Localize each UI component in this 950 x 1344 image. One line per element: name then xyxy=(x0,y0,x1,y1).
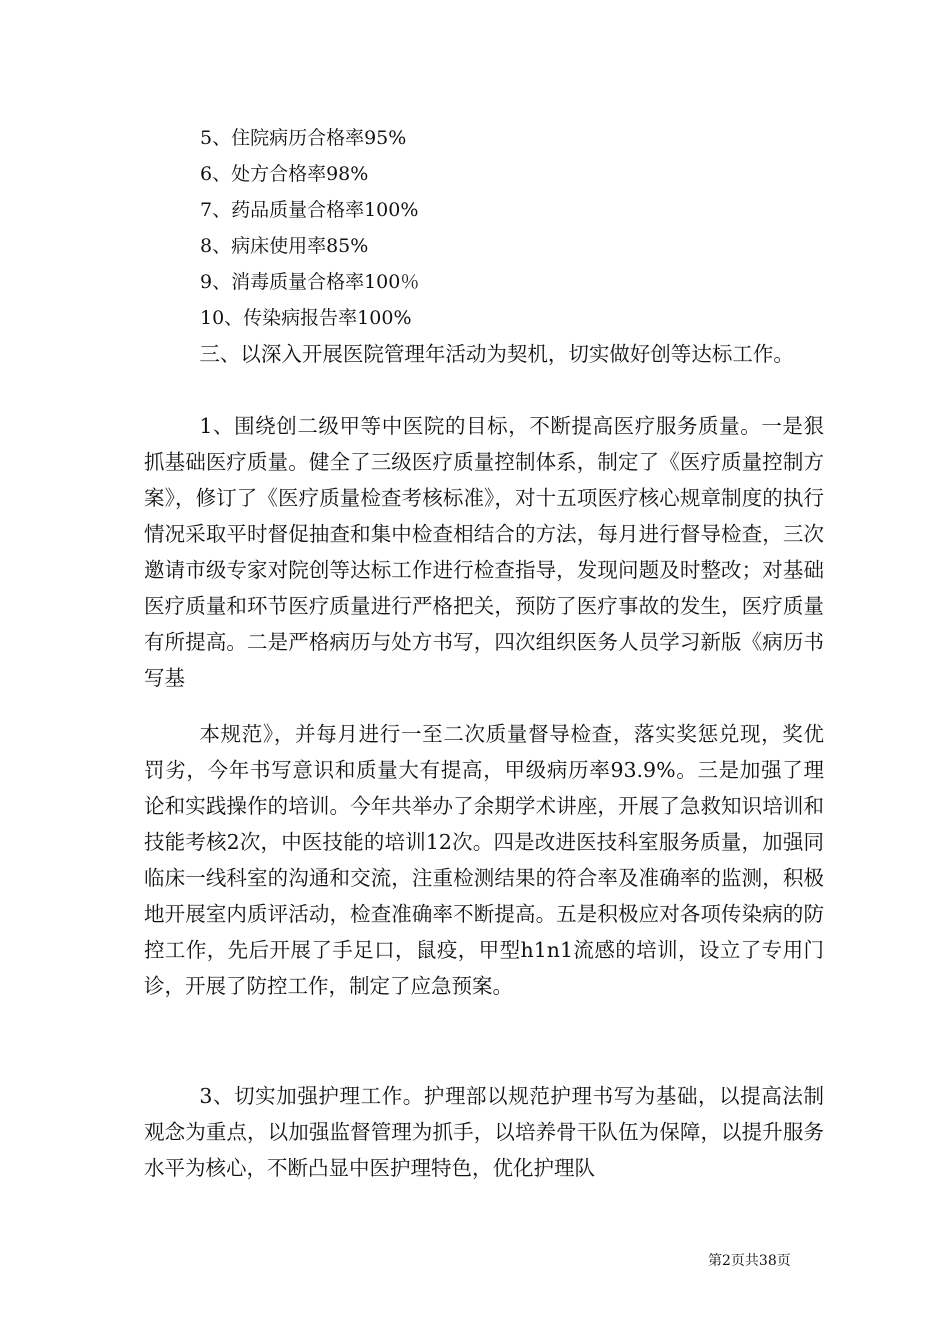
list-item-inpatient-records: 5、住院病历合格率95% xyxy=(200,127,407,149)
list-item-infectious-report: 10、传染病报告率100% xyxy=(200,307,412,329)
list-item-drug-quality: 7、药品质量合格率100% xyxy=(200,199,419,221)
list-item-bed-usage: 8、病床使用率85% xyxy=(200,235,369,257)
page-number: 第2页共38页 xyxy=(708,1253,791,1269)
list-item-prescriptions: 6、处方合格率98% xyxy=(200,163,369,185)
paragraph-medical-quality: 1、围绕创二级甲等中医院的目标，不断提高医疗服务质量。一是狠抓基础医疗质量。健全了三级医疗质量控制体系，制定了《医疗质量控制方案》，修订了《医疗质量检查考核标准》，对十五项医疗核心规章制度的执行情况采取平时督促抽查和集中检查相结合的方法，每月进行督导检查，三次邀请市级专家对院创等达标工作进行检查指导，发现问题及时整改；对基础医疗质量和环节医疗质量进行严格把关，预防了医疗事故的发生，医疗质量有所提高。二是严格病历与处方书写，四次组织医务人员学习新版《病历书写基 xyxy=(144,414,824,690)
section-heading: 三、以深入开展医院管理年活动为契机，切实做好创等达标工作。 xyxy=(199,342,794,366)
paragraph-nursing: 3、切实加强护理工作。护理部以规范护理书写为基础，以提高法制观念为重点，以加强监督管理为抓手，以培养骨干队伍为保障，以提升服务水平为核心，不断凸显中医护理特色，优化护理队 xyxy=(144,1084,824,1180)
paragraph-standards-training: 本规范》，并每月进行一至二次质量督导检查，落实奖惩兑现，奖优罚劣，今年书写意识和质量大有提高，甲级病历率93.9%。三是加强了理论和实践操作的培训。今年共举办了余期学术讲座，开展了急救知识培训和技能考核2次，中医技能的培训12次。四是改进医技科室服务质量，加强同临床一线科室的沟通和交流，注重检测结果的符合率及准确率的监测，积极地开展室内质评活动，检查准确率不断提高。五是积极应对各项传染病的防控工作，先后开展了手足口，鼠疫，甲型h1n1流感的培训，设立了专用门诊，开展了防控工作，制定了应急预案。 xyxy=(144,722,824,998)
list-item-disinfection: 9、消毒质量合格率100％ xyxy=(200,271,420,293)
